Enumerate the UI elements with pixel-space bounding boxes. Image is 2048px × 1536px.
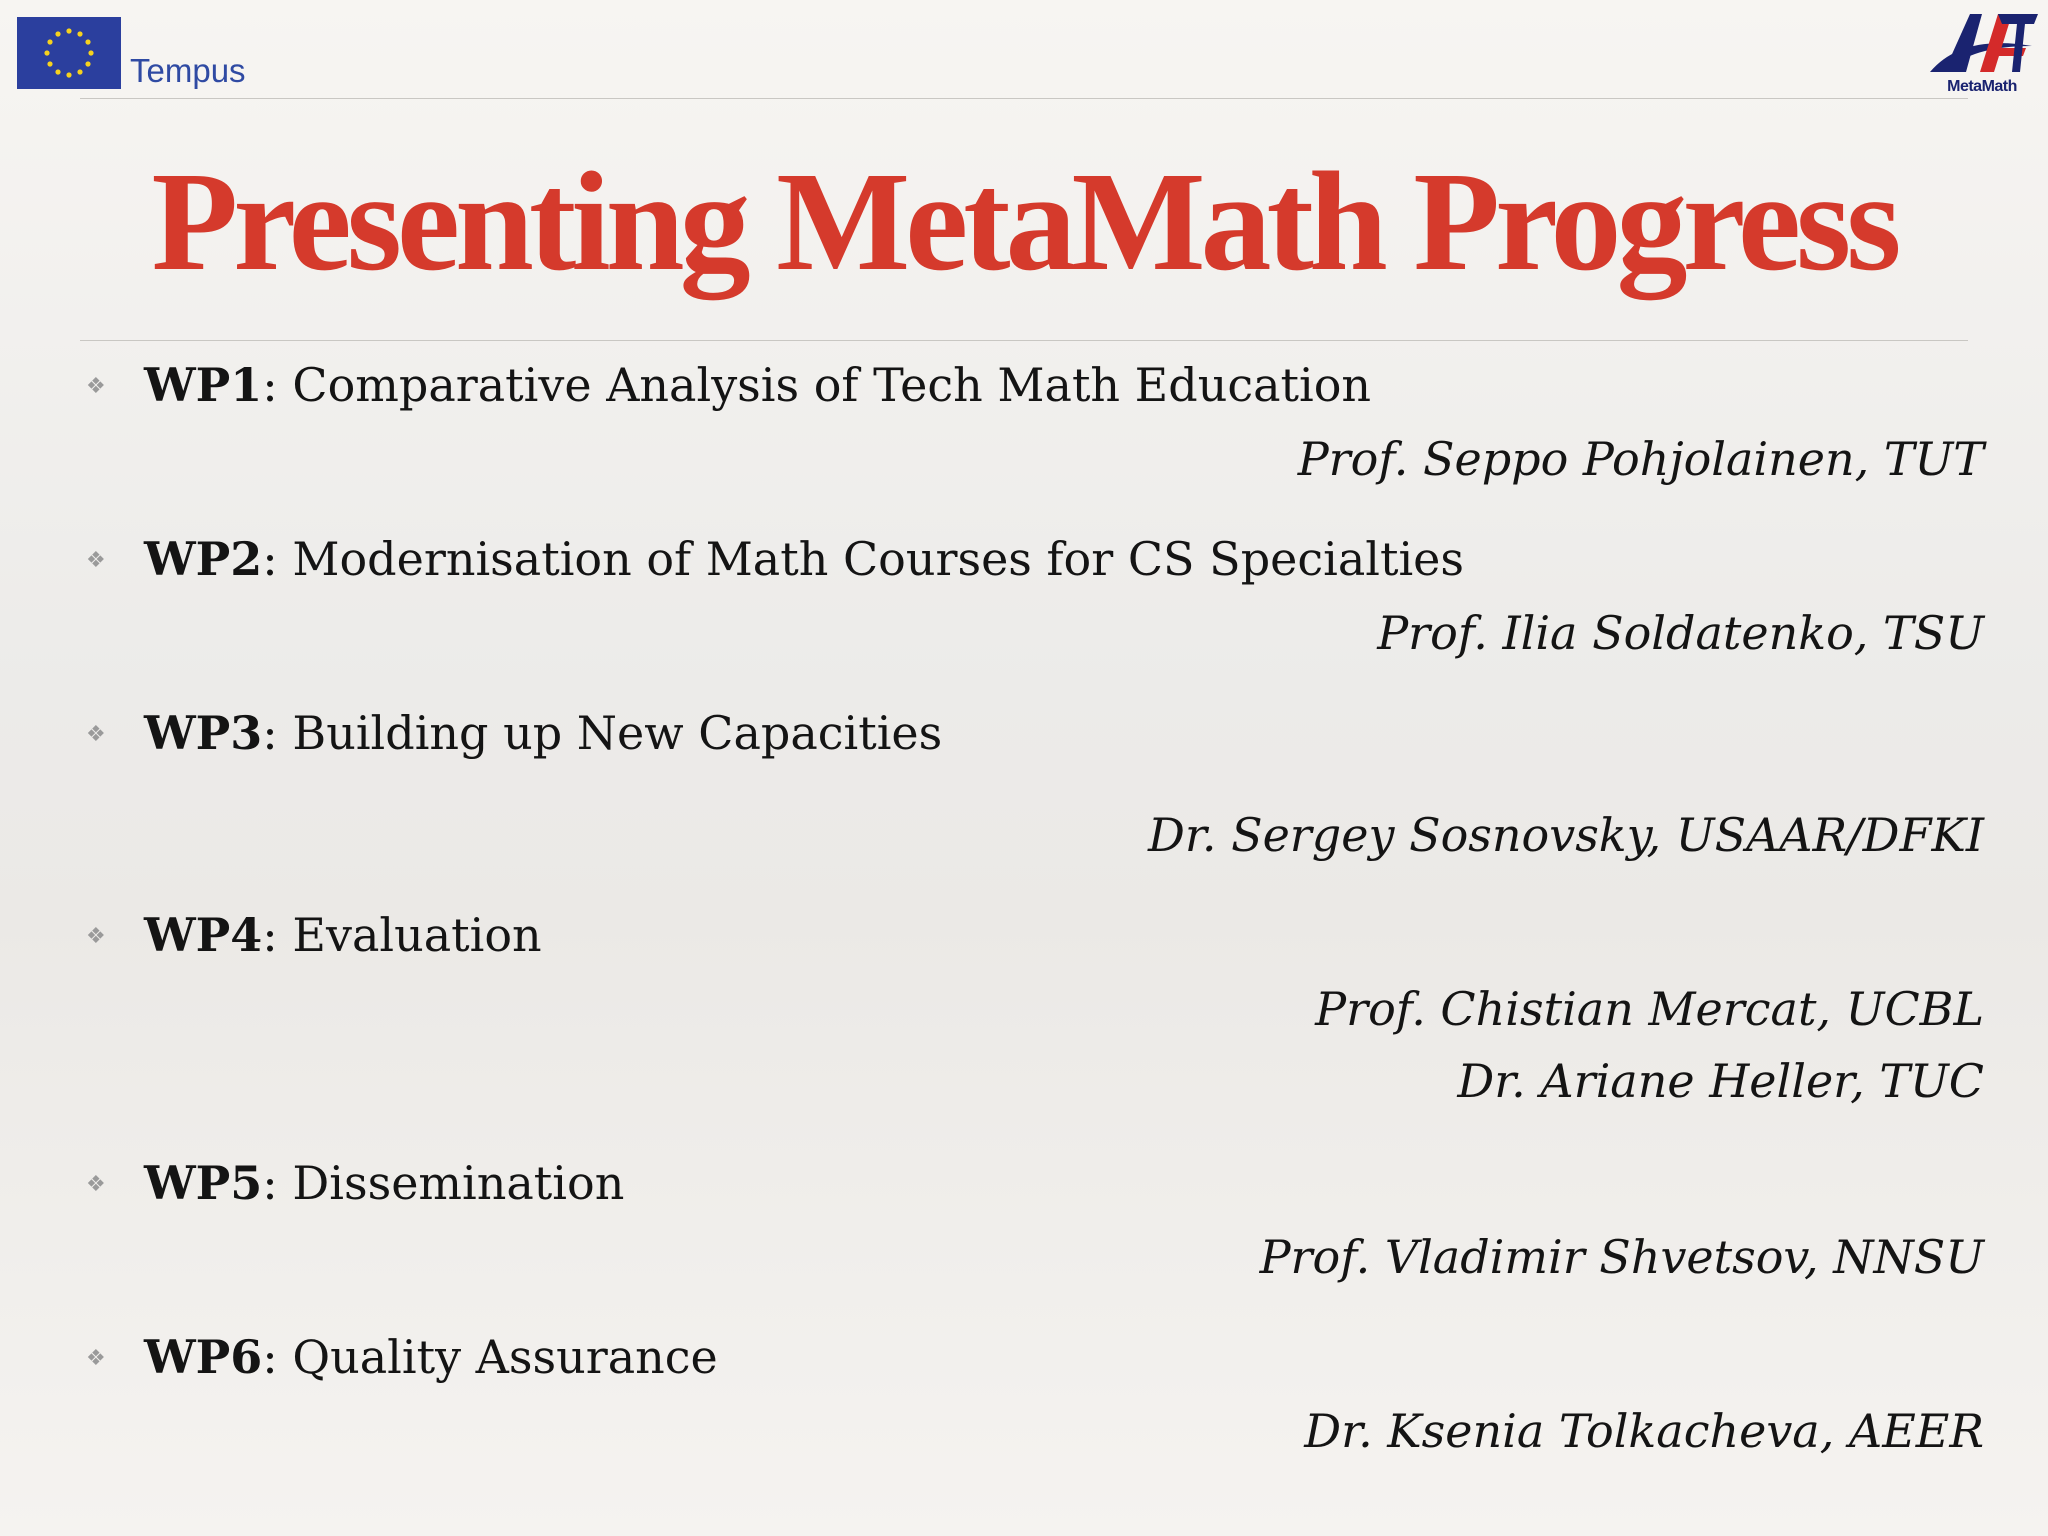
work-package-leader: Prof. Vladimir Shvetsov, NNSU [1259, 1230, 1984, 1284]
header-divider [80, 98, 1968, 99]
work-package-line [144, 532, 1464, 586]
work-package-title: Quality Assurance [292, 1330, 718, 1384]
bullet-icon: ❖ [86, 924, 106, 949]
work-package-title: Dissemination [292, 1156, 625, 1210]
work-package-separator: : [262, 1330, 293, 1384]
work-package-separator: : [262, 1156, 293, 1210]
work-package-code: WP1 [144, 358, 263, 412]
work-package-code: WP5 [144, 1156, 263, 1210]
work-package-title: Evaluation [292, 908, 542, 962]
work-package-code: WP2 [144, 532, 263, 586]
metamath-logo-label: MetaMath [1947, 78, 2017, 95]
bullet-icon: ❖ [86, 548, 106, 573]
work-package-title: Comparative Analysis of Tech Math Education [292, 358, 1372, 412]
work-package-line [144, 358, 1372, 412]
work-package-leader: Dr. Ariane Heller, TUC [1457, 1054, 1984, 1108]
work-package-line [144, 1156, 625, 1210]
work-package-separator: : [262, 908, 293, 962]
work-package-title: Building up New Capacities [292, 706, 943, 760]
work-package-line [144, 908, 542, 962]
work-package-code: WP6 [144, 1330, 263, 1384]
work-package-leader: Dr. Sergey Sosnovsky, USAAR/DFKI [1148, 808, 1984, 862]
eu-flag-logo [17, 17, 121, 89]
slide-title: Presenting MetaMath Progress [151, 142, 1897, 300]
work-package-leader: Prof. Ilia Soldatenko, TSU [1377, 606, 1984, 660]
work-package-separator: : [262, 706, 293, 760]
tempus-label: Tempus [130, 52, 246, 89]
work-package-leader: Prof. Chistian Mercat, UCBL [1315, 982, 1984, 1036]
work-package-line [144, 1330, 718, 1384]
work-package-code: WP3 [144, 706, 263, 760]
work-package-title: Modernisation of Math Courses for CS Specialties [292, 532, 1464, 586]
title-divider [80, 340, 1968, 341]
bullet-icon: ❖ [86, 1346, 106, 1371]
eu-stars-icon [17, 17, 121, 89]
bullet-icon: ❖ [86, 1172, 106, 1197]
work-package-separator: : [262, 532, 293, 586]
work-package-leader: Prof. Seppo Pohjolainen, TUT [1297, 432, 1984, 486]
work-package-code: WP4 [144, 908, 263, 962]
bullet-icon: ❖ [86, 722, 106, 747]
work-package-leader: Dr. Ksenia Tolkacheva, AEER [1304, 1404, 1984, 1458]
work-package-separator: : [262, 358, 293, 412]
work-package-line [144, 706, 943, 760]
bullet-icon: ❖ [86, 374, 106, 399]
